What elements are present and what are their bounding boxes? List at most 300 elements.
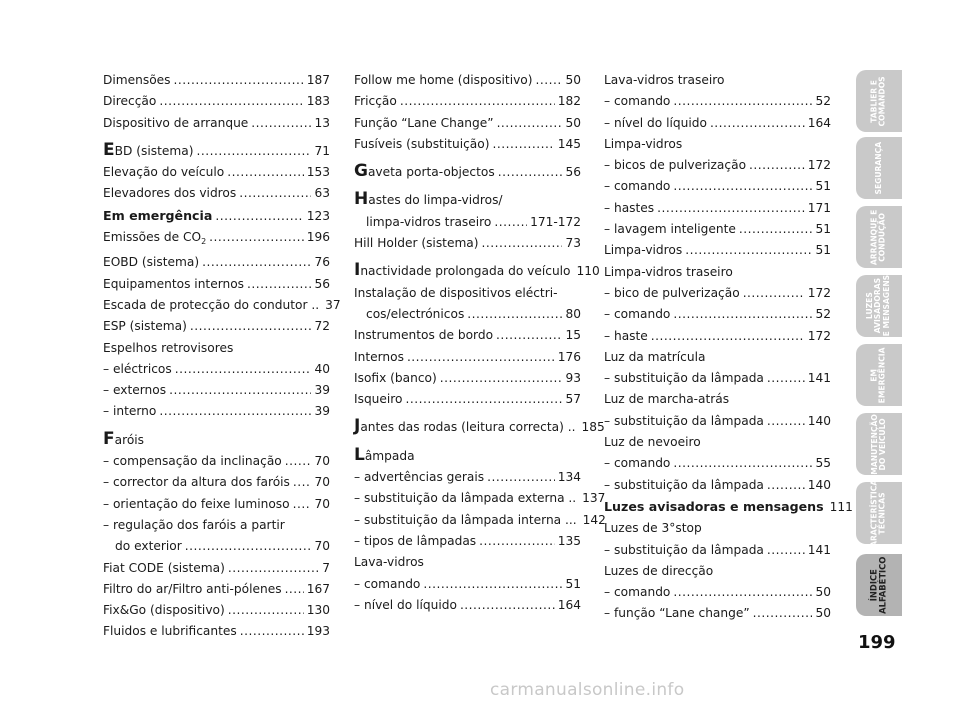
index-entry-text: – substituição da lâmpada bbox=[604, 413, 764, 428]
index-entry bbox=[604, 411, 831, 432]
index-entry-text: limpa-vidros traseiro bbox=[366, 214, 492, 229]
page-reference: 176 bbox=[557, 349, 581, 364]
index-entry-text: – regulação dos faróis a partir bbox=[103, 517, 285, 532]
index-entry bbox=[354, 113, 581, 134]
index-entry bbox=[103, 252, 330, 273]
index-entry-label bbox=[604, 155, 746, 176]
index-entry-label bbox=[103, 494, 290, 515]
section-initial: H bbox=[354, 189, 369, 210]
driving-tab[interactable] bbox=[856, 206, 902, 268]
index-entry-text: – substituição da lâmpada externa .. bbox=[354, 491, 577, 506]
index-entry bbox=[103, 600, 330, 621]
index-entry-label bbox=[103, 518, 285, 532]
index-entry-text: – corrector da altura dos faróis bbox=[103, 475, 290, 490]
index-entry-label bbox=[103, 428, 145, 449]
index-entry-label bbox=[604, 283, 740, 304]
specs-tab[interactable] bbox=[856, 473, 902, 553]
page-reference: 141 bbox=[807, 542, 831, 557]
index-entry-text: – comando bbox=[604, 94, 671, 109]
index-entry bbox=[604, 262, 831, 283]
index-entry-label bbox=[354, 368, 437, 389]
index-entry-text: Dispositivo de arranque bbox=[103, 115, 249, 130]
maintenance-tab[interactable] bbox=[856, 413, 902, 475]
index-entry-text: aróis bbox=[114, 432, 145, 447]
index-entry bbox=[354, 91, 581, 112]
index-entry-text: – comando bbox=[604, 585, 671, 600]
index-entry-text: Limpa-vidros bbox=[604, 243, 683, 258]
leader-dots bbox=[215, 206, 303, 227]
index-entry-label bbox=[354, 444, 415, 465]
subscript: 2 bbox=[201, 237, 207, 247]
index-entry bbox=[604, 432, 831, 453]
index-entry-text: – comando bbox=[604, 179, 671, 194]
page-reference: 134 bbox=[557, 470, 581, 485]
index-entry bbox=[604, 134, 831, 155]
index-entry-text: Fix&Go (dispositivo) bbox=[103, 603, 225, 618]
page-reference: 172 bbox=[807, 285, 831, 300]
index-entry-label bbox=[354, 233, 479, 254]
index-entry-label bbox=[366, 304, 464, 325]
index-entry-label bbox=[103, 472, 290, 493]
index-entry-text: nactividade prolongada do veículo bbox=[360, 264, 571, 279]
page-reference: 142 bbox=[582, 512, 606, 527]
index-entry-label bbox=[604, 496, 824, 517]
page-reference: 52 bbox=[815, 94, 831, 109]
section-initial: G bbox=[354, 161, 368, 182]
leader-dots bbox=[175, 359, 312, 380]
page-reference: 164 bbox=[557, 597, 581, 612]
index-entry-label bbox=[604, 198, 654, 219]
page-reference: 56 bbox=[565, 165, 581, 180]
leader-dots bbox=[407, 347, 555, 368]
index-entry bbox=[354, 283, 581, 304]
leader-dots bbox=[240, 621, 304, 642]
index-entry-label bbox=[604, 219, 736, 240]
page-reference: 164 bbox=[807, 115, 831, 130]
page-reference: 63 bbox=[314, 186, 330, 201]
page-reference: 70 bbox=[314, 454, 330, 469]
index-entry bbox=[103, 380, 330, 401]
index-entry-text: – comando bbox=[354, 576, 421, 591]
dashboard-tab[interactable] bbox=[856, 70, 902, 132]
index-entry-label bbox=[103, 401, 156, 422]
leader-dots bbox=[293, 472, 312, 493]
page-reference: 196 bbox=[306, 230, 330, 245]
page-reference: 57 bbox=[565, 392, 581, 407]
index-entry bbox=[604, 518, 831, 539]
index-entry-text: Luzes de 3°stop bbox=[604, 521, 702, 536]
leader-dots bbox=[227, 162, 304, 183]
index-entry bbox=[604, 219, 831, 240]
leader-dots bbox=[423, 574, 562, 595]
index-entry bbox=[103, 494, 330, 515]
index-entry-text: Equipamentos internos bbox=[103, 276, 245, 291]
leader-dots bbox=[239, 183, 311, 204]
index-entry-label bbox=[604, 475, 764, 496]
page-reference: 40 bbox=[314, 361, 330, 376]
index-entry bbox=[604, 155, 831, 176]
leader-dots bbox=[657, 198, 805, 219]
index-entry bbox=[354, 531, 581, 552]
index-entry bbox=[354, 416, 605, 438]
index-entry-text: Fluidos e lubrificantes bbox=[103, 624, 237, 639]
index-entry bbox=[604, 582, 831, 603]
index-entry-label bbox=[103, 600, 225, 621]
index-column-2 bbox=[354, 70, 606, 616]
page-reference: 172 bbox=[807, 328, 831, 343]
leader-dots bbox=[247, 274, 311, 295]
index-entry bbox=[103, 401, 330, 422]
index-entry-label bbox=[354, 261, 571, 282]
leader-dots bbox=[673, 176, 812, 197]
index-entry-text: – bicos de pulverização bbox=[604, 158, 747, 173]
index-entry-text: Em emergência bbox=[103, 207, 213, 223]
index-entry-text: Follow me home (dispositivo) bbox=[354, 73, 533, 87]
tab-label: SEGURANÇA bbox=[873, 141, 883, 195]
leader-dots bbox=[482, 233, 563, 254]
index-entry-label bbox=[103, 70, 171, 91]
page-reference: 37 bbox=[325, 297, 341, 312]
index-entry-label bbox=[103, 113, 248, 134]
index-entry-label bbox=[103, 359, 172, 380]
index-entry bbox=[103, 621, 330, 642]
page-reference: 167 bbox=[306, 581, 330, 596]
page-reference: 51 bbox=[815, 179, 831, 194]
index-entry bbox=[604, 91, 831, 112]
leader-dots bbox=[487, 467, 555, 488]
page-reference: 7 bbox=[322, 560, 330, 575]
index-entry-label bbox=[604, 603, 750, 624]
tab-label: EM EMERGÊNCIA bbox=[869, 347, 887, 403]
index-entry-label bbox=[103, 341, 233, 355]
index-entry bbox=[103, 183, 330, 204]
section-initial: I bbox=[354, 260, 361, 281]
index-entry-label bbox=[604, 435, 701, 449]
leader-dots bbox=[228, 600, 304, 621]
leader-dots bbox=[293, 494, 312, 515]
index-entry-label bbox=[604, 113, 707, 134]
index-entry bbox=[354, 488, 606, 509]
leader-dots bbox=[497, 113, 563, 134]
index-entry bbox=[604, 540, 831, 561]
index-entry bbox=[354, 260, 600, 282]
index-entry-text: – orientação do feixe luminoso bbox=[103, 496, 290, 511]
index-entry bbox=[103, 515, 330, 536]
index-entry-label bbox=[354, 417, 575, 438]
index-entry bbox=[604, 70, 831, 91]
page-reference: 80 bbox=[565, 306, 581, 321]
index-entry-text: Luzes avisadoras e mensagens bbox=[604, 498, 824, 514]
index-entry bbox=[103, 359, 330, 380]
page-reference: 172 bbox=[807, 158, 831, 173]
page-reference: 193 bbox=[306, 624, 330, 639]
index-column-1 bbox=[103, 70, 341, 643]
index-entry bbox=[604, 113, 831, 134]
index-entry-text: Isofix (banco) bbox=[354, 370, 437, 385]
index-entry bbox=[354, 190, 581, 211]
index-entry bbox=[103, 141, 330, 162]
index-entry-label bbox=[604, 350, 705, 364]
watermark: carmanualsonline.info bbox=[490, 680, 685, 700]
index-entry-text: BD (sistema) bbox=[114, 143, 194, 158]
page-reference: 73 bbox=[565, 236, 581, 251]
index-entry-text: Instalação de dispositivos eléctri- bbox=[354, 285, 558, 300]
page-reference: 50 bbox=[815, 606, 831, 621]
page-reference: 51 bbox=[565, 576, 581, 591]
page-reference: 93 bbox=[565, 370, 581, 385]
page-reference: 187 bbox=[306, 73, 330, 87]
index-entry-label bbox=[354, 347, 404, 368]
index-entry-text: cos/electrónicos bbox=[366, 306, 465, 321]
index-tab[interactable] bbox=[856, 554, 902, 616]
index-entry bbox=[604, 347, 831, 368]
leader-dots bbox=[749, 155, 805, 176]
index-entry bbox=[103, 558, 330, 579]
page-reference: 50 bbox=[565, 73, 581, 87]
page-reference: 183 bbox=[306, 94, 330, 109]
index-entry-text: Função “Lane Change” bbox=[354, 115, 494, 130]
warning-lights-tab[interactable] bbox=[856, 275, 902, 337]
tab-label: ÍNDICE ALFABÉTICO bbox=[868, 556, 889, 614]
page-reference: 130 bbox=[306, 603, 330, 618]
index-entry-text: – compensação da inclinação bbox=[103, 454, 282, 469]
index-entry-text: – interno bbox=[103, 404, 157, 419]
index-entry-text: – função “Lane change” bbox=[604, 606, 750, 621]
page-reference: 145 bbox=[557, 136, 581, 151]
leader-dots bbox=[494, 212, 527, 233]
index-entry bbox=[103, 579, 330, 600]
index-entry bbox=[604, 368, 831, 389]
emergency-tab[interactable] bbox=[856, 344, 902, 406]
index-entry-text: Dimensões bbox=[103, 73, 171, 87]
index-entry-text: – substituição da lâmpada bbox=[604, 542, 764, 557]
index-entry-label bbox=[103, 205, 212, 226]
page-reference: 50 bbox=[565, 115, 581, 130]
index-entry bbox=[354, 446, 581, 467]
index-entry-label bbox=[604, 582, 670, 603]
index-entry bbox=[354, 134, 581, 155]
page-reference: 140 bbox=[807, 477, 831, 492]
index-entry-label bbox=[103, 621, 237, 642]
section-initial: E bbox=[103, 139, 115, 160]
index-entry-text: Escada de protecção do condutor .. bbox=[103, 297, 320, 312]
index-entry bbox=[103, 227, 330, 252]
index-entry-text: Hill Holder (sistema) bbox=[354, 236, 479, 251]
index-entry-label bbox=[354, 389, 403, 410]
page-reference: 51 bbox=[815, 222, 831, 237]
index-entry-label bbox=[354, 113, 494, 134]
index-entry-label bbox=[103, 295, 319, 316]
index-entry-text: Lava-vidros bbox=[354, 555, 424, 570]
index-entry bbox=[103, 472, 330, 493]
index-entry-label bbox=[604, 137, 682, 151]
index-entry-label bbox=[103, 579, 282, 600]
index-entry bbox=[354, 212, 581, 233]
leader-dots bbox=[673, 304, 812, 325]
index-entry bbox=[354, 552, 581, 573]
index-entry bbox=[604, 326, 831, 347]
leader-dots bbox=[492, 134, 554, 155]
leader-dots bbox=[743, 283, 805, 304]
page-reference: 123 bbox=[306, 208, 330, 223]
page-reference: 71 bbox=[314, 143, 330, 158]
index-entry bbox=[604, 453, 831, 474]
index-entry-text: Instrumentos de bordo bbox=[354, 328, 494, 343]
index-entry bbox=[604, 198, 831, 219]
page-reference: 70 bbox=[314, 539, 330, 554]
leader-dots bbox=[460, 595, 555, 616]
page-reference: 171 bbox=[807, 200, 831, 215]
index-entry-label bbox=[354, 488, 576, 509]
index-entry-label bbox=[366, 212, 491, 233]
leader-dots bbox=[169, 380, 311, 401]
index-entry bbox=[103, 430, 330, 451]
leader-dots bbox=[185, 536, 312, 557]
index-entry-label bbox=[103, 252, 199, 273]
index-entry bbox=[604, 176, 831, 197]
leader-dots bbox=[467, 304, 562, 325]
leader-dots bbox=[767, 368, 805, 389]
leader-dots bbox=[285, 579, 304, 600]
page-reference: 39 bbox=[314, 404, 330, 419]
index-entry-label bbox=[604, 326, 648, 347]
page-reference: 39 bbox=[314, 383, 330, 398]
index-entry-label bbox=[354, 162, 495, 183]
tab-label: CARACTERÍSTICAS TÉCNICAS bbox=[869, 473, 887, 553]
safety-tab[interactable] bbox=[856, 137, 902, 199]
index-entry bbox=[604, 561, 831, 582]
page-reference: 51 bbox=[815, 243, 831, 258]
index-entry bbox=[604, 283, 831, 304]
leader-dots bbox=[400, 91, 555, 112]
index-entry-text: antes das rodas (leitura correcta) .. bbox=[360, 420, 576, 435]
leader-dots bbox=[285, 451, 312, 472]
index-entry bbox=[354, 304, 581, 325]
leader-dots bbox=[209, 227, 304, 248]
index-entry-label bbox=[103, 227, 206, 252]
page-reference: 70 bbox=[314, 475, 330, 490]
index-entry-label bbox=[354, 531, 476, 552]
leader-dots bbox=[498, 162, 563, 183]
index-entry-text: – hastes bbox=[604, 200, 655, 215]
index-entry-text: Fricção bbox=[354, 94, 397, 109]
index-entry-label bbox=[604, 91, 670, 112]
tab-label: LUZES AVISADORAS E MENSAGENS bbox=[865, 275, 892, 337]
index-entry-text: – substituição da lâmpada bbox=[604, 371, 764, 386]
page-reference: 185 bbox=[581, 420, 605, 435]
page-reference: 110 bbox=[576, 264, 600, 279]
index-entry-text: EOBD (sistema) bbox=[103, 255, 200, 270]
page-reference: 135 bbox=[557, 533, 581, 548]
index-entry-text: Fiat CODE (sistema) bbox=[103, 560, 225, 575]
index-entry-label bbox=[354, 91, 397, 112]
index-entry-label bbox=[604, 521, 702, 535]
index-entry-text: Luz da matrícula bbox=[604, 349, 706, 364]
index-entry-text: – nível do líquido bbox=[604, 115, 707, 130]
index-entry-label bbox=[354, 510, 577, 531]
leader-dots bbox=[174, 70, 304, 91]
page-reference: 72 bbox=[314, 319, 330, 334]
index-entry bbox=[354, 162, 581, 183]
index-entry-label bbox=[354, 70, 533, 91]
page-reference: 13 bbox=[314, 115, 330, 130]
index-entry bbox=[604, 389, 831, 410]
index-entry-text: – comando bbox=[604, 456, 671, 471]
tab-label: TABLIER E COMANDOS bbox=[869, 75, 888, 127]
index-entry-label bbox=[604, 304, 670, 325]
page-reference: 137 bbox=[582, 491, 606, 506]
index-entry bbox=[103, 113, 330, 134]
index-entry bbox=[103, 338, 330, 359]
index-entry-text: Espelhos retrovisores bbox=[103, 340, 234, 355]
index-entry bbox=[103, 205, 330, 227]
leader-dots bbox=[753, 603, 813, 624]
index-entry-text: astes do limpa-vidros/ bbox=[368, 193, 503, 208]
page-reference: 141 bbox=[807, 371, 831, 386]
index-entry-label bbox=[604, 540, 764, 561]
index-entry bbox=[604, 603, 831, 624]
index-entry-text: Elevação do veículo bbox=[103, 165, 225, 180]
tab-label: MANUTENÇÃO DO VEÍCULO bbox=[869, 413, 887, 475]
index-entry-text: do exterior bbox=[115, 539, 182, 554]
page-reference: 15 bbox=[565, 328, 581, 343]
index-entry bbox=[354, 368, 581, 389]
section-initial: L bbox=[354, 444, 365, 465]
index-entry-label bbox=[604, 411, 764, 432]
section-initial: J bbox=[354, 416, 361, 437]
index-entry bbox=[604, 475, 831, 496]
leader-dots bbox=[739, 219, 813, 240]
index-entry-label bbox=[115, 536, 182, 557]
index-entry-label bbox=[354, 595, 457, 616]
index-entry-label bbox=[604, 564, 713, 578]
leader-dots bbox=[673, 582, 812, 603]
leader-dots bbox=[536, 70, 563, 91]
index-entry-text: Luz de marcha-atrás bbox=[604, 392, 730, 407]
index-entry-text: âmpada bbox=[364, 448, 415, 463]
index-entry bbox=[354, 389, 581, 410]
index-entry-text: Luzes de direcção bbox=[604, 563, 714, 578]
index-entry-label bbox=[103, 558, 225, 579]
page-reference: 50 bbox=[815, 585, 831, 600]
leader-dots bbox=[767, 540, 805, 561]
index-entry bbox=[103, 295, 341, 316]
index-entry bbox=[354, 325, 581, 346]
tab-label: ARRANQUE E CONDUÇÃO bbox=[869, 209, 888, 265]
index-entry-label bbox=[604, 265, 733, 279]
index-entry-label bbox=[103, 141, 193, 162]
index-entry-label bbox=[354, 555, 424, 569]
page-number: 199 bbox=[858, 632, 896, 653]
index-entry bbox=[354, 347, 581, 368]
index-entry-text: Fusíveis (substituição) bbox=[354, 136, 490, 151]
section-initial: F bbox=[103, 428, 115, 449]
leader-dots bbox=[196, 141, 311, 162]
index-entry-label bbox=[103, 316, 187, 337]
index-entry-text: – externos bbox=[103, 383, 167, 398]
index-entry bbox=[354, 467, 581, 488]
index-entry bbox=[604, 304, 831, 325]
index-entry-label bbox=[604, 392, 729, 406]
index-entry-text: Limpa-vidros traseiro bbox=[604, 264, 733, 279]
index-entry bbox=[354, 510, 606, 531]
index-entry bbox=[103, 162, 330, 183]
index-entry-text: Elevadores dos vidros bbox=[103, 186, 237, 201]
index-entry-label bbox=[354, 467, 484, 488]
index-entry-text: Isqueiro bbox=[354, 392, 403, 407]
index-column-3 bbox=[604, 70, 853, 625]
index-entry bbox=[354, 595, 581, 616]
